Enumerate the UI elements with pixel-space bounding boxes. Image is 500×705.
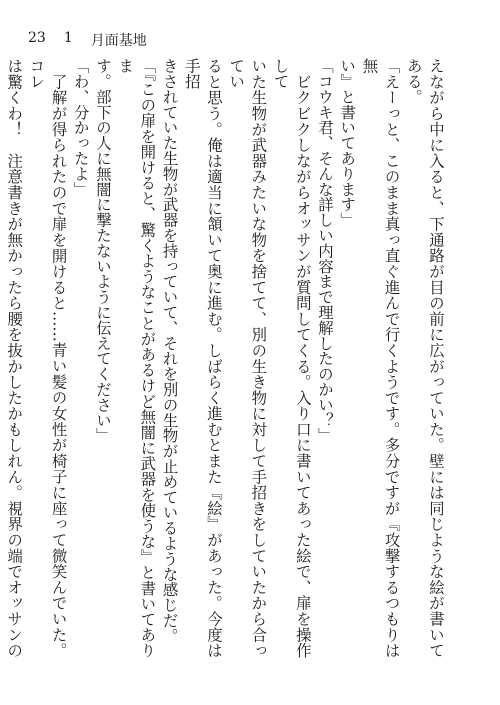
page-number: 23 (28, 30, 46, 46)
text-line: 「わ、分かったよ」 (71, 58, 90, 197)
text-line: す。部下の人に無闇に撃たないように伝えてください」 (93, 58, 112, 443)
text-line: 「『この扉を開けると、驚くようなことがあるけど無闇に武器を使うな』と書いてありま (116, 58, 157, 658)
text-line: ビクビクしながらオッサンが質問してくる。入り口に書いてあった絵で、扉を操作して (271, 58, 312, 658)
chapter-title: 月面基地 (90, 33, 147, 49)
text-line: いた生物が武器みたいな物を捨てて、別の生き物に対して手招きをしていたから合ってい (227, 58, 268, 658)
text-line: えながら中に入ると、下通路が目の前に広がっていた。壁には同じような絵が書いてある。 (404, 58, 445, 658)
text-line: 了解が得られたので扉を開けると……青い髪の女性が椅子に座って微笑んでいた。コレ (27, 58, 68, 658)
chapter-number: 1 (63, 30, 73, 46)
vertical-text-body (5, 58, 447, 658)
text-line: は驚くわ！ 注意書きが無かったら腰を抜かしたかもしれん。視界の端でオッサンの (5, 58, 24, 658)
text-line: 「えーっと、このまま真っ直ぐ進んで行くようです。多分ですが『攻撃するつもりは無 (360, 58, 401, 658)
page-header (28, 30, 147, 50)
text-line: ると思う。俺は適当に頷いて奥に進む。しばらく進むとまた『絵』があった。今度は手招 (182, 58, 223, 658)
text-line: きされていた生物が武器を持っていて、それを別の生物が止めているような感じだ。 (160, 58, 179, 644)
text-line: い』と書いてあります」 (338, 58, 357, 228)
text-line: 「コウキ君、そんな詳しい内容まで理解したのかい？」 (315, 58, 334, 443)
